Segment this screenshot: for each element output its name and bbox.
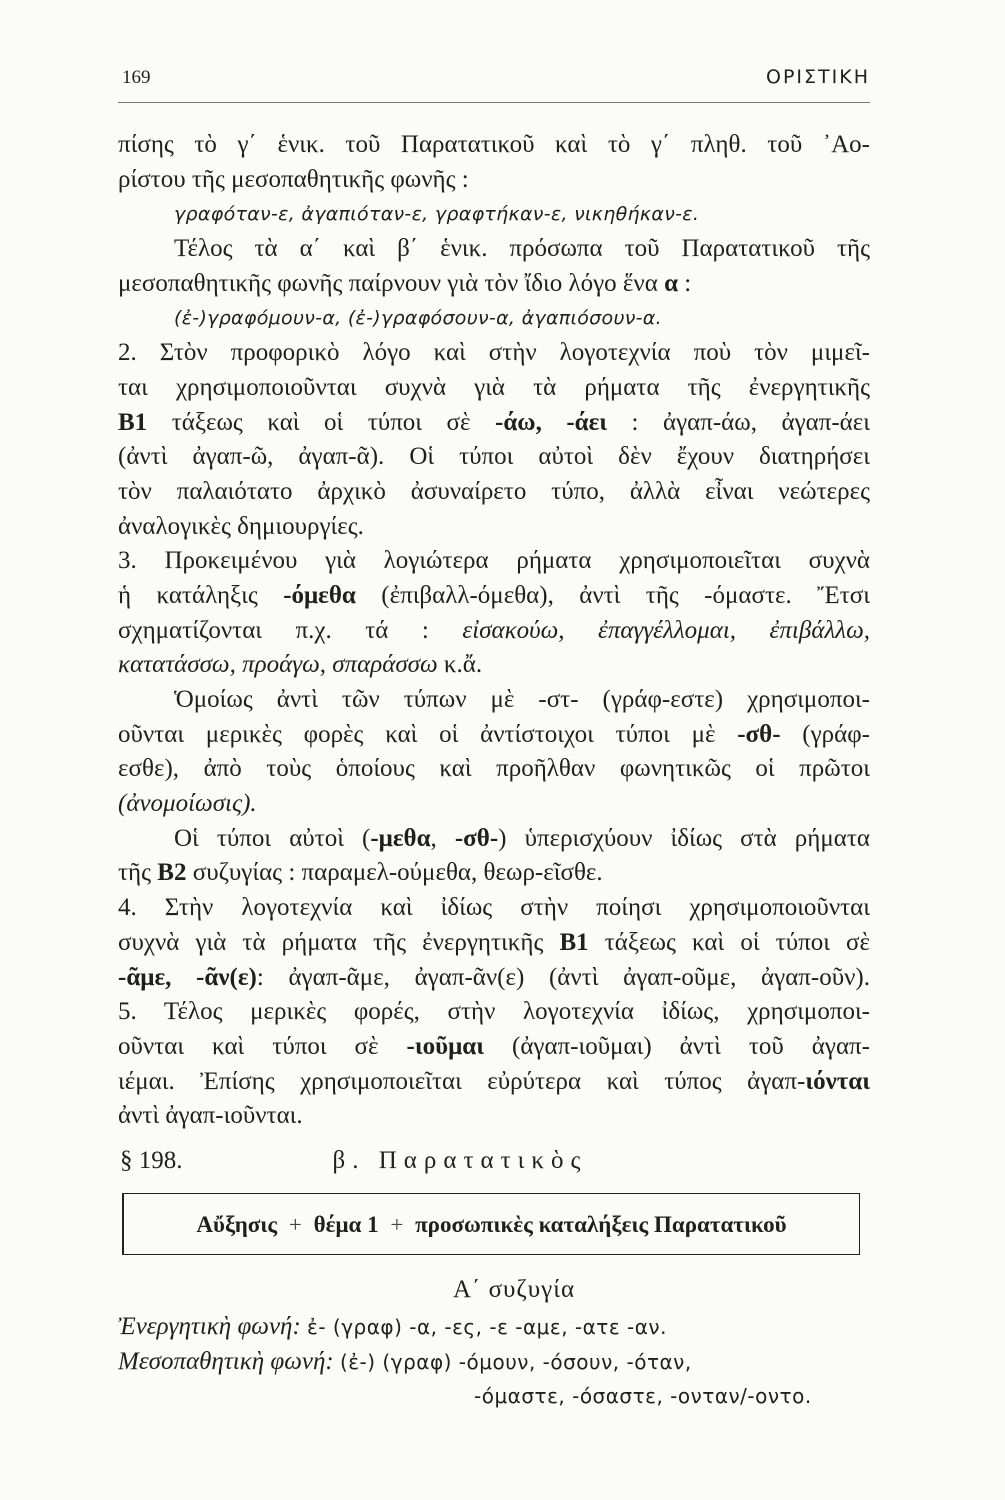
book-page bbox=[118, 0, 870, 1500]
text-line: οῦνται καὶ τύποι σὲ -ιοῦμαι (ἀγαπ-ιοῦμαι) ἀντὶ τοῦ ἀγαπ- bbox=[118, 1032, 870, 1060]
section-heading bbox=[118, 1144, 870, 1179]
passive-voice-line-cont bbox=[118, 1379, 870, 1414]
text-line: τὸν παλαιότατο ἀρχικὸ ἀσυναίρετο τύπο, ἀλλὰ εἶναι νεώτερες bbox=[118, 477, 870, 505]
text-line: Οἱ τύποι αὐτοὶ (-μεθα, -σθ-) ὑπερισχύουν ἰδίως στὰ ρήματα bbox=[174, 824, 870, 852]
text-line: 3. Προκειμένου γιὰ λογιώτερα ρήματα χρησιμοποιεῖται συχνὰ bbox=[118, 547, 870, 575]
running-title: ΟΡΙΣΤΙΚΗ bbox=[766, 66, 870, 88]
formula-box bbox=[122, 1193, 860, 1256]
body-text bbox=[118, 128, 870, 1414]
example-line: (ἐ-)γραφόμουν-α, (ἐ-)γραφόσουν-α, ἀγαπιόσουν-α. bbox=[174, 307, 662, 330]
text-line: (ἀντὶ ἀγαπ-ῶ, ἀγαπ-ᾶ). Οἱ τύποι αὐτοὶ δὲν ἔχουν διατηρήσει bbox=[118, 443, 870, 471]
text-line: κατατάσσω, προάγω, σπαράσσω κ.ἄ. bbox=[118, 651, 483, 679]
plus-sign: + bbox=[288, 1211, 302, 1237]
active-voice-label: Ἐνεργητικὴ φωνή: bbox=[118, 1313, 301, 1341]
section-number: § 198. bbox=[120, 1146, 183, 1174]
text-line: ιέμαι. Ἐπίσης χρησιμοποιεῖται εὐρύτερα καὶ τύπος ἀγαπ-ιόνται bbox=[118, 1067, 870, 1095]
active-voice-line bbox=[118, 1310, 870, 1345]
text-line: εσθε), ἀπὸ τοὺς ὁποίους καὶ προῆλθαν φωνητικῶς οἱ πρῶτοι bbox=[118, 755, 870, 783]
text-line: (ἀνομοίωσις). bbox=[118, 790, 257, 818]
text-line: σχηματίζονται π.χ. τά : εἰσακούω, ἐπαγγέλλομαι, ἐπιβάλλω, bbox=[118, 616, 870, 644]
text-line: μεσοπαθητικῆς φωνῆς παίρνουν γιὰ τὸν ἴδιο λόγο ἕνα α : bbox=[118, 269, 692, 297]
section-title: Παρατατικὸς bbox=[378, 1146, 588, 1174]
text-line: πίσης τὸ γ΄ ἑνικ. τοῦ Παρατατικοῦ καὶ τὸ γ΄ πληθ. τοῦ ᾽Αο- bbox=[118, 131, 870, 158]
text-line: 5. Τέλος μερικὲς φορές, στὴν λογοτεχνία ἰδίως, χρησιμοποι- bbox=[118, 998, 870, 1026]
formula-endings: προσωπικὲς καταλήξεις Παρατατικοῦ bbox=[415, 1211, 787, 1237]
example-line: γραφόταν-ε, ἀγαπιόταν-ε, γραφτήκαν-ε, νικηθήκαν-ε. bbox=[174, 203, 700, 226]
text-line: Τέλος τὰ α΄ καὶ β΄ ἑνικ. πρόσωπα τοῦ Παρατατικοῦ τῆς bbox=[174, 235, 870, 263]
text-line: τῆς Β2 συζυγίας : παραμελ-ούμεθα, θεωρ-εῖσθε. bbox=[118, 859, 603, 887]
text-line: ται χρησιμοποιοῦνται συχνὰ γιὰ τὰ ρήματα τῆς ἐνεργητικῆς bbox=[118, 373, 870, 401]
formula-stem: θέμα 1 bbox=[313, 1211, 379, 1237]
active-voice-forms: ἐ- (γραφ) -α, -ες, -ε -αμε, -ατε -αν. bbox=[307, 1315, 667, 1340]
text-line: -ᾶμε, -ᾶν(ε): ἀγαπ-ᾶμε, ἀγαπ-ᾶν(ε) (ἀντὶ ἀγαπ-οῦμε, ἀγαπ-οῦν). bbox=[118, 963, 870, 991]
text-line: ἡ κατάληξις -όμεθα (ἐπιβαλλ-όμεθα), ἀντὶ τῆς -όμαστε. Ἔτσι bbox=[118, 581, 870, 609]
section-title-prefix: β. bbox=[332, 1146, 366, 1174]
plus-sign: + bbox=[390, 1211, 404, 1237]
running-header bbox=[118, 66, 870, 89]
text-line: ἀντὶ ἀγαπ-ιοῦνται. bbox=[118, 1102, 303, 1130]
formula-augment: Αὔξησις bbox=[196, 1211, 278, 1237]
passive-voice-forms-cont: -όμαστε, -όσαστε, -ονταν/-οντο. bbox=[474, 1384, 812, 1409]
text-line: 2. Στὸν προφορικὸ λόγο καὶ στὴν λογοτεχνία ποὺ τὸν μιμεῖ- bbox=[118, 339, 870, 367]
page-number: 169 bbox=[122, 67, 151, 88]
text-line: Ὁμοίως ἀντὶ τῶν τύπων μὲ -στ- (γράφ-εστε) χρησιμοποι- bbox=[174, 686, 870, 713]
text-line: συχνὰ γιὰ τὰ ρήματα τῆς ἐνεργητικῆς Β1 τάξεως καὶ οἱ τύποι σὲ bbox=[118, 928, 870, 956]
passive-voice-line bbox=[118, 1345, 870, 1380]
text-line: ἀναλογικὲς δημιουργίες. bbox=[118, 512, 364, 540]
conjugation-title: Α΄ συζυγία bbox=[452, 1276, 576, 1304]
header-rule bbox=[118, 102, 870, 103]
text-line: Β1 τάξεως καὶ οἱ τύποι σὲ -άω, -άει : ἀγαπ-άω, ἀγαπ-άει bbox=[118, 408, 870, 436]
text-line: 4. Στὴν λογοτεχνία καὶ ἰδίως στὴν ποίησι χρησιμοποιοῦνται bbox=[118, 894, 870, 922]
text-line: ρίστου τῆς μεσοπαθητικῆς φωνῆς : bbox=[118, 165, 469, 193]
passive-voice-label: Μεσοπαθητικὴ φωνή: bbox=[118, 1347, 334, 1375]
passive-voice-forms: (ἐ-) (γραφ) -όμουν, -όσουν, -όταν, bbox=[339, 1349, 692, 1374]
text-line: οῦνται μερικὲς φορὲς καὶ οἱ ἀντίστοιχοι τύποι μὲ -σθ- (γράφ- bbox=[118, 720, 870, 748]
